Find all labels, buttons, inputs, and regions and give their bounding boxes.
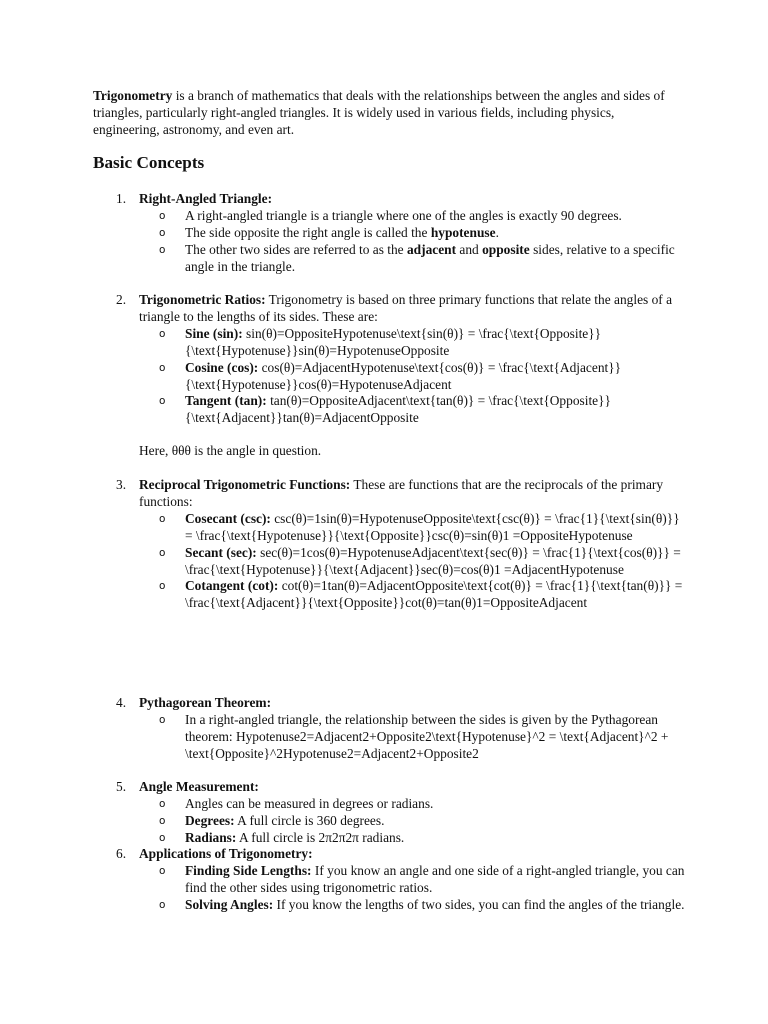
bullet-icon: o bbox=[159, 864, 166, 877]
list-number: 3. bbox=[116, 477, 127, 492]
bullet-icon: o bbox=[159, 226, 166, 239]
list-number: 2. bbox=[116, 292, 127, 307]
sub-item: o Cotangent (cot): cot(θ)=1tan(θ)=AdjacentOpposite\text{cot(θ)} = \frac{1}{\text{tan(θ)}} = \frac{\text{Adjacent}}{\text{Opposite}}cot(θ)=tan(θ)1=OppositeAdjacent bbox=[159, 578, 683, 611]
bullet-icon: o bbox=[159, 797, 166, 810]
intro-paragraph bbox=[93, 88, 683, 139]
bullet-icon: o bbox=[159, 898, 166, 911]
sub-item: o Tangent (tan): tan(θ)=OppositeAdjacent\text{tan(θ)} = \frac{\text{Opposite}}{\text{Adjacent}}tan(θ)=AdjacentOpposite bbox=[159, 393, 611, 426]
sub-item: o The other two sides are referred to as the adjacent and opposite sides, relative to a specific angle in the triangle. bbox=[159, 241, 675, 274]
bullet-icon: o bbox=[159, 580, 166, 593]
intro-term: Trigonometry bbox=[93, 88, 173, 103]
sub-item: o Sine (sin): sin(θ)=OppositeHypotenuse\text{sin(θ)} = \frac{\text{Opposite}}{\text{Hypotenuse}}sin(θ)=HypotenuseOpposite bbox=[159, 325, 602, 358]
sub-item: o A right-angled triangle is a triangle where one of the angles is exactly 90 degrees. bbox=[159, 207, 622, 223]
sub-list bbox=[139, 326, 686, 427]
item-title: Applications of Trigonometry: bbox=[139, 846, 313, 861]
item-title: Trigonometric Ratios: bbox=[139, 292, 266, 307]
bullet-icon: o bbox=[159, 395, 166, 408]
bullet-icon: o bbox=[159, 209, 166, 222]
intro-text: is a branch of mathematics that deals with the relationships between the angles and sides of triangles, particularly right-angled triangles. It is widely used in various fields, including physics, engineering, astronomy, and even art. bbox=[93, 88, 665, 137]
item-title: Reciprocal Trigonometric Functions: bbox=[139, 477, 351, 492]
list-number: 4. bbox=[116, 695, 127, 710]
bullet-icon: o bbox=[159, 327, 166, 340]
sub-list bbox=[139, 712, 686, 763]
sub-item: o Cosecant (csc): csc(θ)=1sin(θ)=HypotenuseOpposite\text{csc(θ)} = \frac{1}{\text{sin(θ)}} = \frac{\text{Hypotenuse}}{\text{Opposite}}csc(θ)=sin(θ)1 =OppositeHypotenuse bbox=[159, 510, 680, 543]
sub-item: o The side opposite the right angle is called the hypotenuse. bbox=[159, 224, 499, 240]
bullet-icon: o bbox=[159, 831, 166, 844]
list-number: 1. bbox=[116, 191, 127, 206]
item-title: Angle Measurement: bbox=[139, 779, 259, 794]
list-item-pythagorean-theorem bbox=[116, 695, 686, 763]
sub-item: o Degrees: A full circle is 360 degrees. bbox=[159, 812, 385, 828]
sub-item: o Cosine (cos): cos(θ)=AdjacentHypotenuse\text{cos(θ)} = \frac{\text{Adjacent}}{\text{Hypotenuse}}cos(θ)=HypotenuseAdjacent bbox=[159, 359, 622, 392]
list-number: 6. bbox=[116, 846, 127, 861]
list-item-right-angled-triangle bbox=[116, 191, 686, 276]
item-text: These are functions that are the reciprocals of the primary functions: bbox=[139, 477, 664, 509]
sub-list bbox=[139, 863, 686, 914]
bullet-icon: o bbox=[159, 361, 166, 374]
bullet-icon: o bbox=[159, 814, 166, 827]
sub-list bbox=[139, 511, 686, 612]
bullet-icon: o bbox=[159, 546, 166, 559]
sub-item: o In a right-angled triangle, the relationship between the sides is given by the Pythagorean theorem: Hypotenuse2=Adjacent2+Opposite2\text{Hypotenuse}^2 = \text{Adjacent}^2 + \text{Opposite}^2Hypotenuse2=Adjacent2+Opposite2 bbox=[159, 711, 669, 761]
item-title: Right-Angled Triangle: bbox=[139, 191, 273, 206]
sub-list bbox=[139, 796, 686, 847]
sub-item: o Finding Side Lengths: If you know an angle and one side of a right-angled triangle, you can find the other sides using trigonometric ratios. bbox=[159, 862, 685, 895]
list-number: 5. bbox=[116, 779, 127, 794]
sub-item: o Radians: A full circle is 2π2π2π radians. bbox=[159, 829, 405, 845]
bullet-icon: o bbox=[159, 512, 166, 525]
item-title: Pythagorean Theorem: bbox=[139, 695, 272, 710]
bullet-icon: o bbox=[159, 243, 166, 256]
section-heading: Basic Concepts bbox=[93, 153, 205, 172]
list-item-reciprocal-functions bbox=[116, 477, 686, 612]
item-text: Trigonometry is based on three primary functions that relate the angles of a triangle to the lengths of its sides. These are: bbox=[139, 292, 673, 324]
list-item-angle-measurement bbox=[116, 779, 686, 847]
list-item-applications bbox=[116, 846, 686, 914]
item-note: Here, θθθ is the angle in question. bbox=[139, 443, 322, 459]
sub-item: o Secant (sec): sec(θ)=1cos(θ)=HypotenuseAdjacent\text{sec(θ)} = \frac{1}{\text{cos(θ)}} = \frac{\text{Hypotenuse}}{\text{Adjacent}}sec(θ)=cos(θ)1 =AdjacentHypotenuse bbox=[159, 544, 681, 577]
sub-item: o Angles can be measured in degrees or radians. bbox=[159, 795, 434, 811]
list-item-trigonometric-ratios bbox=[116, 292, 686, 460]
sub-list bbox=[139, 208, 686, 276]
sub-item: o Solving Angles: If you know the lengths of two sides, you can find the angles of the triangle. bbox=[159, 896, 685, 912]
bullet-icon: o bbox=[159, 713, 166, 726]
